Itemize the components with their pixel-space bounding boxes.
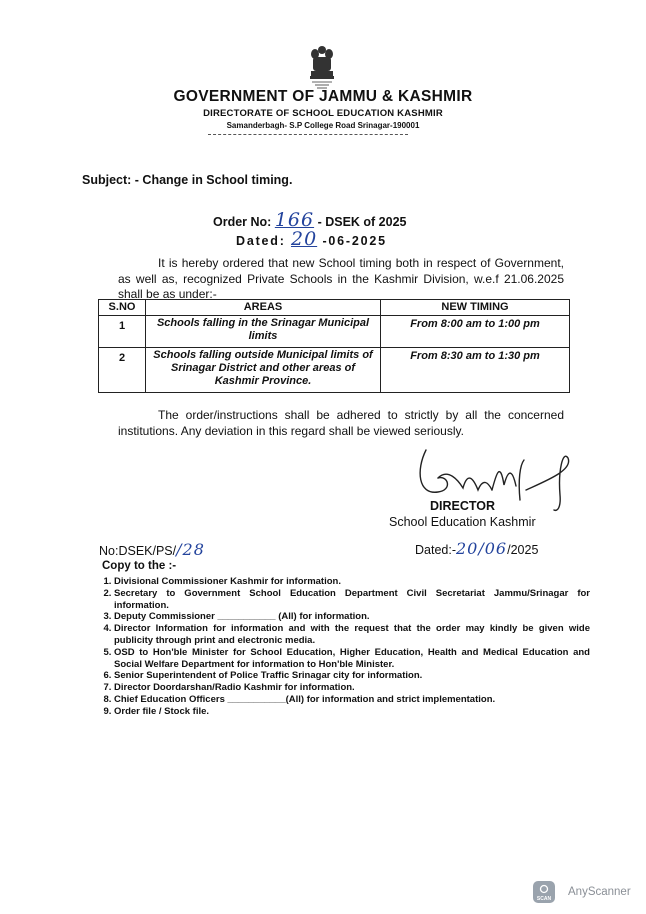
table-row bbox=[99, 348, 570, 393]
instructions-paragraph: The order/instructions shall be adhered to strictly by all the concerned institutions. Any deviation in this regard shall be viewed seriously. bbox=[118, 408, 564, 438]
table-header-row bbox=[99, 300, 570, 316]
directorate-heading: DIRECTORATE OF SCHOOL EDUCATION KASHMIR bbox=[203, 108, 443, 119]
row-timing: From 8:00 am to 1:00 pm bbox=[381, 316, 570, 348]
reference-date-year: /2025 bbox=[507, 543, 539, 557]
order-dated-line bbox=[236, 228, 387, 250]
row-sno: 2 bbox=[99, 348, 146, 393]
order-suffix: - DSEK of 2025 bbox=[317, 215, 407, 229]
table-row bbox=[99, 316, 570, 348]
header-areas: AREAS bbox=[146, 300, 381, 316]
order-number-handwritten: 166 bbox=[274, 209, 315, 231]
reference-number bbox=[99, 540, 205, 559]
reference-date bbox=[415, 539, 538, 558]
list-item: 8. Chief Education Officers ___________(All) for information and strict implementation. bbox=[114, 694, 590, 706]
list-item: 6. Senior Superintendent of Police Traffic Srinagar city for information. bbox=[114, 670, 590, 682]
row-area: Schools falling outside Municipal limits of Srinagar District and other areas of Kashmir Province. bbox=[146, 348, 381, 393]
order-label: Order No: bbox=[213, 215, 272, 229]
reference-number-handwritten: /28 bbox=[176, 540, 205, 559]
list-item: 9. Order file / Stock file. bbox=[114, 706, 590, 718]
reference-date-month: 06 bbox=[484, 539, 508, 558]
list-item: 5. OSD to Hon'ble Minister for School Education, Higher Education, Health and Medical Education and Social Welfare Department for information to Hon'ble Minister. bbox=[114, 647, 590, 671]
row-sno: 1 bbox=[99, 316, 146, 348]
row-area: Schools falling in the Srinagar Municipal limits bbox=[146, 316, 381, 348]
header-divider bbox=[208, 134, 408, 135]
order-paragraph: It is hereby ordered that new School timing both in respect of Government, as well as, recognized Private Schools in the Kashmir Division, w.e.f 21.06.2025 shall be as under:- bbox=[118, 256, 564, 301]
director-title: DIRECTOR bbox=[430, 499, 496, 513]
copy-to-list bbox=[92, 576, 590, 718]
address-line: Samanderbagh- S.P College Road Srinagar-190001 bbox=[226, 121, 420, 130]
list-item: 7. Director Doordarshan/Radio Kashmir for information. bbox=[114, 682, 590, 694]
header-timing: NEW TIMING bbox=[381, 300, 570, 316]
national-emblem-icon bbox=[307, 44, 337, 92]
header-sno: S.NO bbox=[99, 300, 146, 316]
copy-to-label: Copy to the :- bbox=[102, 560, 177, 572]
logo-text: SCAN bbox=[536, 896, 552, 902]
reference-date-label: Dated:- bbox=[415, 543, 456, 557]
subject-line: Subject: - Change in School timing. bbox=[82, 173, 293, 187]
dated-label: Dated: bbox=[236, 234, 286, 248]
list-item: 1. Divisional Commissioner Kashmir for information. bbox=[114, 576, 590, 588]
list-item: 4. Director Information for information and with the request that the order may kindly be given wide publicity through print and electronic media. bbox=[114, 623, 590, 647]
dated-suffix: -06-2025 bbox=[322, 234, 387, 248]
dated-day-handwritten: 20 bbox=[290, 228, 318, 250]
row-timing: From 8:30 am to 1:30 pm bbox=[381, 348, 570, 393]
timing-table bbox=[98, 299, 570, 393]
anyscanner-watermark: AnyScanner bbox=[568, 886, 631, 898]
list-item: 3. Deputy Commissioner ___________ (All) for information. bbox=[114, 611, 590, 623]
date-separator: / bbox=[478, 539, 485, 558]
reference-number-label: No:DSEK/PS/ bbox=[99, 544, 177, 558]
list-item: 2. Secretary to Government School Education Department Civil Secretariat Jammu/Srinagar for information. bbox=[114, 588, 590, 612]
reference-date-day: 20 bbox=[456, 539, 479, 558]
government-heading: GOVERNMENT OF JAMMU & KASHMIR bbox=[173, 88, 473, 105]
director-office: School Education Kashmir bbox=[389, 515, 536, 529]
anyscanner-logo-icon bbox=[533, 881, 555, 903]
